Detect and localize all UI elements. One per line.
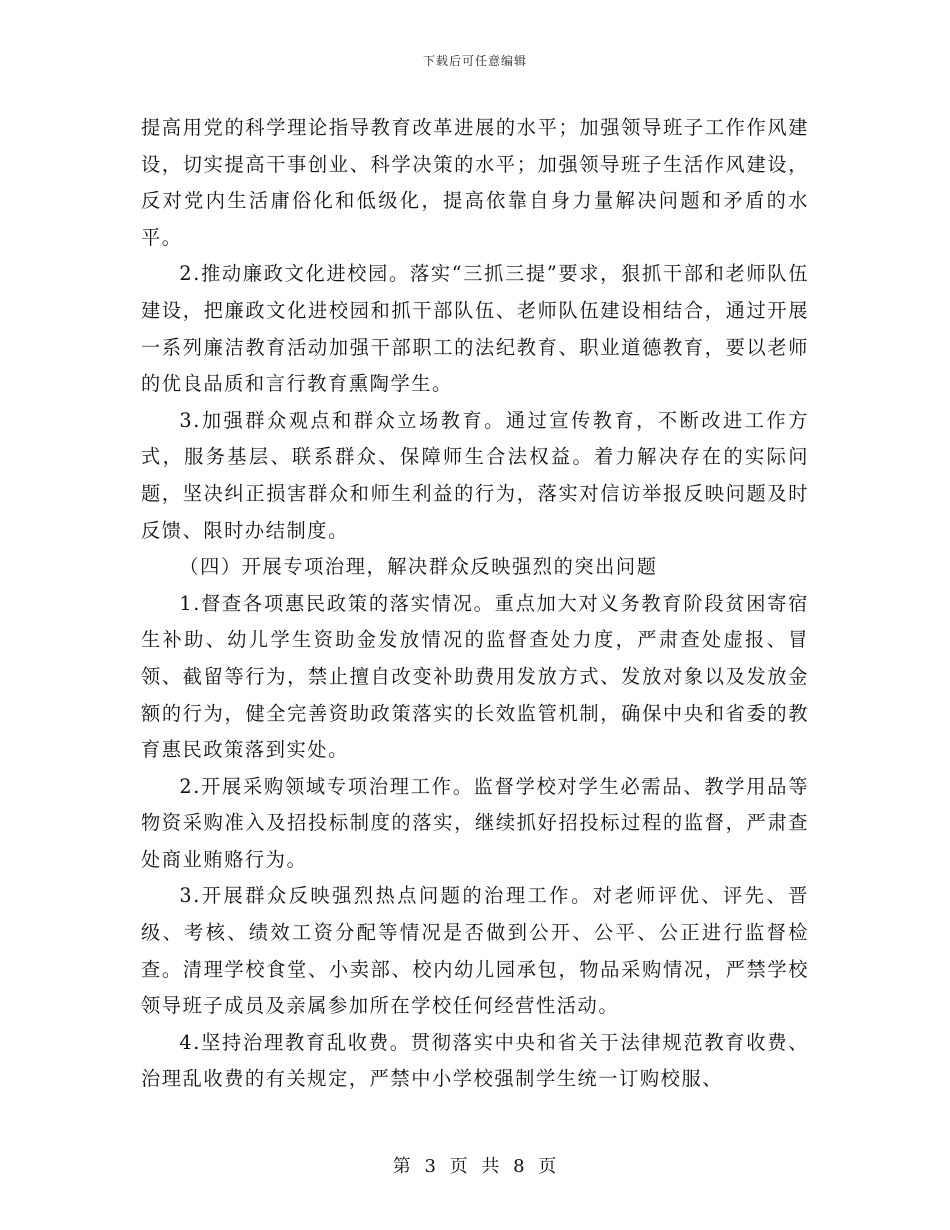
paragraph-continuation: 提高用党的科学理论指导教育改革进展的水平；加强领导班子工作作风建设，切实提高干事创业、科学决策的水平；加强领导班子生活作风建设，反对党内生活庸俗化和低级化，提高依靠自身力量解决问题和矛盾的水平。: [141, 116, 809, 249]
paragraph-item-2-campus-culture: 2.推动廉政文化进校园。落实“三抓三提”要求，狠抓干部和老师队伍建设，把廉政文化进校园和抓干部队伍、老师队伍建设相结合，通过开展一系列廉洁教育活动加强干部职工的法纪教育、职业道德教育，要以老师的优良品质和言行教育熏陶学生。: [141, 262, 809, 396]
section-heading-4: （四）开展专项治理，解决群众反映强烈的突出问题: [179, 555, 658, 579]
document-body: [141, 110, 809, 1098]
page-header: 下载后可任意编辑: [422, 54, 527, 68]
paragraph-item-3-hot-issues: 3.开展群众反映强烈热点问题的治理工作。对老师评优、评先、晋级、考核、绩效工资分配等情况是否做到公开、公平、公正进行监督检查。清理学校食堂、小卖部、校内幼儿园承包，物品采购情况，严禁学校领导班子成员及亲属参加所在学校任何经营性活动。: [141, 884, 809, 1018]
paragraph-item-3-mass-education: 3.加强群众观点和群众立场教育。通过宣传教育，不断改进工作方式，服务基层、联系群众、保障师生合法权益。着力解决存在的实际问题，坚决纠正损害群众和师生利益的行为，落实对信访举报反映问题及时反馈、限时办结制度。: [141, 408, 809, 542]
paragraph-item-2-procurement: 2.开展采购领域专项治理工作。监督学校对学生必需品、教学用品等物资采购准入及招投标制度的落实，继续抓好招投标过程的监督，严肃查处商业贿赂行为。: [141, 774, 809, 871]
paragraph-item-1-policy-check: 1.督查各项惠民政策的落实情况。重点加大对义务教育阶段贫困寄宿生补助、幼儿学生资助金发放情况的监督查处力度，严肃查处虚报、冒领、截留等行为，禁止擅自改变补助费用发放方式、发放对象以及发放金额的行为，健全完善资助政策落实的长效监管机制，确保中央和省委的教育惠民政策落到实处。: [141, 591, 809, 762]
paragraph-item-4-fees: 4.坚持治理教育乱收费。贯彻落实中央和省关于法律规范教育收费、治理乱收费的有关规定，严禁中小学校强制学生统一订购校服、: [141, 1030, 809, 1091]
page-number-footer: 第 3 页 共 8 页: [392, 1156, 558, 1177]
